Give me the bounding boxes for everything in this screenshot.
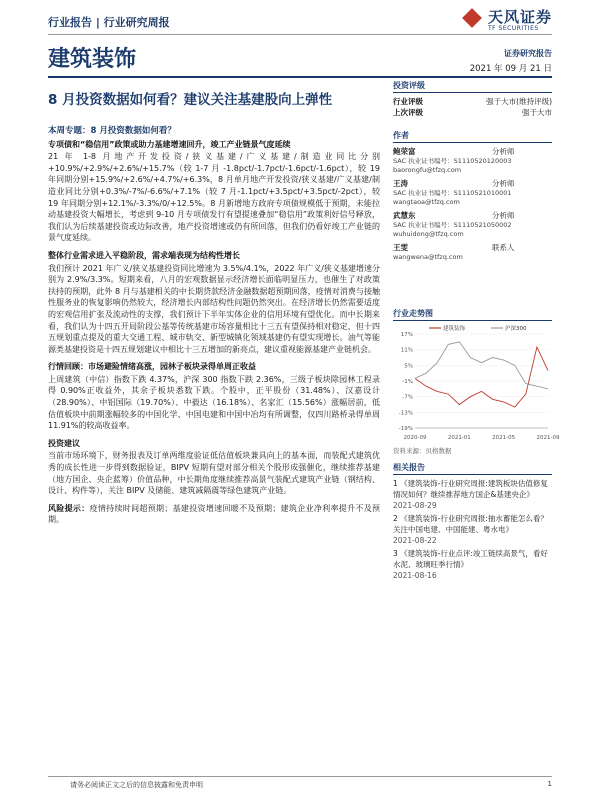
author-cert: SAC 执业证书编号：S1110521010001 [393,189,512,197]
header-divider [48,34,552,35]
y-tick-label: -13% [398,410,413,417]
rating-row [393,96,552,107]
author-item [393,210,552,239]
legend-label: 建筑装饰 [443,326,466,332]
y-tick-label: -1% [402,379,413,385]
chart-source: 资料来源：贝格数据 [393,447,452,455]
subheading-market-review: 行情回顾：市场避险情绪高涨，园林子板块录得单周正收益 [48,362,256,372]
y-tick-label: -7% [402,394,413,401]
paragraph-investment-data: 21 年 1-8 月地产开发投资/狭义基建/广义基建/制造业同比分别+10.9%/+2.9%/+2.6%/+15.7%（较 1-7 月 -1.8pct/-1.7pct/-1.6pct/-1.6pct），较 19 年同期分别+15.9%/+2.6%/+4.7%/+6.3%，8 月单月地产开发投资/狭义基建/广义基建/制造业同比分别+0.3%/-7%/-6.6%/+7.1%（较 7 月-1.1pct/+3.5pct/+3.5pct/-2pct），较 19 年同期分别+12.1%/-3.3%/0/+12.5%。8 月新增地方政府专项债规模低于预期，未能拉动基建投资大幅增长，考虑到 9-10 月专项债发行有望提速叠加“稳信用”政策利好信号释放，我们认为后续基建投资或边际改善，地产投资增速或仍有所回落，但我们仍看好竣工产业链的景气度延续。 [48,152,380,243]
related-report-item[interactable] [393,548,552,581]
author-name: 王涛 [393,179,408,188]
rating-panel [393,80,552,118]
rating-value: 强于大市(维持评级) [486,97,552,106]
series-line-0 [415,347,548,407]
paragraph-market-review: 上周建筑（中信）指数下跌 4.37%，沪深 300 指数下跌 2.36%，三级子板块除园林工程录得 0.90%正收益外，其余子板块悉数下跌。个股中，正平股份（31.48%）、汉嘉设计（28.90%）、中铝国际（19.70%）、中毅达（16.18%）、名家汇（15.56%）涨幅居前，低估值板块中前期涨幅较多的中国化学、中国电建和中国中冶均有所调整，仅四川路桥录得单周 11.91%的较高收益率。 [48,374,380,431]
footer-disclaimer: 请务必阅读正文之后的信息披露和免责申明 [70,781,203,789]
author-cert: SAC 执业证书编号：S1110521050002 [393,221,512,229]
y-tick-label: 17% [400,332,413,338]
related-report-title[interactable]: 2 《建筑装饰-行业研究周报:抽水蓄能怎么看？关注中国电建、中国能建、粤水电》 [393,514,548,534]
sector-title: 建筑装饰 [48,47,137,72]
trend-heading: 行业走势图 [393,308,552,321]
paragraph-forecast: 我们预计 2021 年广义/狭义基建投资同比增速为 3.5%/4.1%，2022 年广义/狭义基建增速分别为 2.9%/3.3%。短期来看，八月的宏观数据显示经济增长面临明显压力，也催生了对政策扶持的预期，此外 8 月与基建相关的中长期贷款经济金融数据超预期回落，疫情对消费与接触性服务业的恢复影响仍然较大，经济增长内部结构性问题仍然突出。在经济增长仍然需要适度的宏观信用扩张及流动性的支撑，我们预计下半年实体企业的信用环境有望优化。而中长期来看，我们认为十四五开局阶段公基等传统基建市场容量相比十三五有望保持相对稳定，但十四五规划重点提及的重大交通工程、城市轨交、新型城镇化领域基建仍有望实现增长。油气等能源类基建投资是十四五规划建议中相比十三五增加的新亮点，建议重视能源基建产业链机会。 [48,263,380,354]
page-number: 1 [547,780,552,788]
report-category: 行业报告 | 行业研究周报 [48,16,170,29]
logo-mark-icon [462,8,482,28]
report-date: 2021 年 09 月 21 日 [469,64,552,74]
prev-rating-row [393,107,552,118]
logo-text-cn: 天风证券 [488,8,553,26]
related-panel [393,462,552,583]
author-role: 联系人 [492,243,515,252]
author-item [393,242,552,262]
authors-heading: 作者 [393,130,552,143]
logo-text-en: TF SECURITIES [488,25,539,32]
subheading-demand: 整体行业需求进入平稳阶段，需求端表现为结构性增长 [48,250,240,260]
author-email[interactable]: baorongfu@tfzq.com [393,166,462,174]
y-tick-label: -19% [398,426,413,432]
company-logo [462,6,552,36]
subheading-suggestion: 投资建议 [48,438,80,448]
y-tick-label: 5% [404,363,413,370]
risk-label: 风险提示： [48,503,90,513]
author-email[interactable]: wangtaoa@tfzq.com [393,198,460,206]
rating-key: 行业评级 [393,97,423,106]
related-report-item[interactable] [393,478,552,511]
author-name: 王雯 [393,243,408,252]
related-report-date: 2021-08-29 [393,501,437,510]
author-email[interactable]: wangwena@tfzq.com [393,253,463,261]
author-email[interactable]: wuhuidong@tfzq.com [393,230,464,238]
related-report-date: 2021-08-16 [393,571,437,580]
related-report-title[interactable]: 1 《建筑装饰-行业研究周报:建筑板块估值修复情况如何？继续推荐地方国企&基建央企》 [393,479,548,499]
title-divider [48,76,552,78]
author-role: 分析师 [492,147,515,156]
author-name: 武慧东 [393,211,416,220]
report-type: 证券研究报告 [504,49,552,58]
prev-rating-value: 强于大市 [522,108,552,117]
trend-chart-svg [393,322,560,442]
prev-rating-key: 上次评级 [393,108,423,117]
author-name: 鲍荣富 [393,147,416,156]
subheading-policy: 专项债和“稳信用”政策或助力基建增速回升，竣工产业链景气度延续 [48,139,291,149]
report-headline: 8 月投资数据如何看？建议关注基建股向上弹性 [48,92,333,108]
paragraph-suggestion: 当前市场环境下，财务报表及订单两维度验证低估值板块兼具向上的基本面，而装配式建筑优秀的成长性进一步得到数据验证，BIPV 短期有望对部分相关个股形成强催化，继续推荐基建（地方国企、央企蓝筹）价值品种，中长期角度继续推荐高景气装配式建筑产业链（钢结构、设计、构件等），关注 BIPV 及储能、建筑减隔震等绿色建筑产业链。 [48,451,380,496]
rating-heading: 投资评级 [393,80,552,93]
section-week-topic: 本周专题：8 月投资数据如何看？ [48,126,176,136]
related-report-date: 2021-08-22 [393,536,437,545]
legend-label: 沪深300 [505,326,527,332]
author-cert: SAC 执业证书编号：S1110520120003 [393,157,512,165]
related-report-item[interactable] [393,513,552,546]
author-item [393,146,552,175]
authors-panel [393,130,552,265]
author-role: 分析师 [492,179,515,188]
y-tick-label: 11% [400,347,413,354]
footer-divider [48,776,552,777]
x-tick-label: 2021-05 [492,435,516,441]
related-heading: 相关报告 [393,462,552,475]
risk-text: 疫情持续时间超预期；基建投资增速回暖不及预期；建筑企业净利率提升不及预期。 [48,503,381,525]
paragraph-risk [48,503,380,526]
trend-chart [393,322,560,442]
main-content [48,124,380,531]
x-tick-label: 2020-09 [403,435,427,441]
author-item [393,178,552,207]
related-report-title[interactable]: 3 《建筑装饰-行业点评:竣工链续高景气，看好水泥、玻璃旺季行情》 [393,549,548,569]
x-tick-label: 2021-01 [447,435,471,441]
x-tick-label: 2021-09 [536,435,560,441]
author-role: 分析师 [492,211,515,220]
